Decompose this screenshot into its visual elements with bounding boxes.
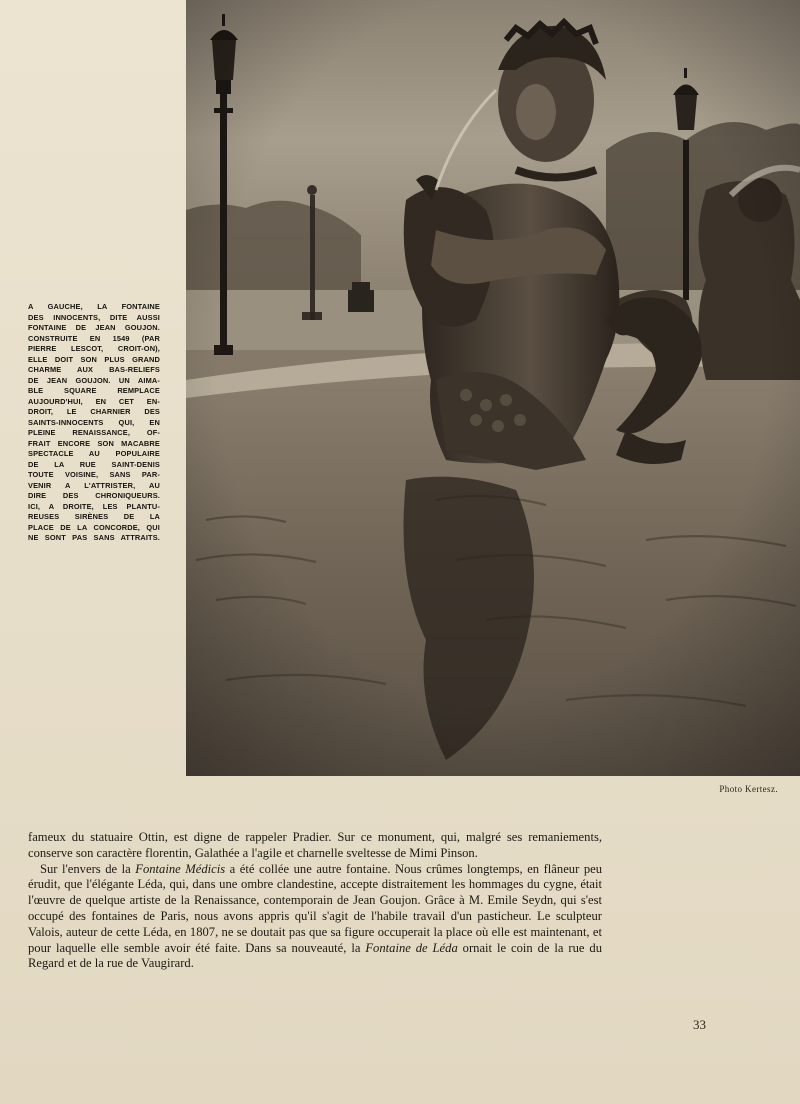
caption-line: REUSES SIRÈNES DE LA	[28, 512, 160, 521]
caption-line: PLACE DE LA CONCORDE, QUI	[28, 522, 160, 532]
fontaine-medicis-title: Fontaine Médicis	[135, 861, 226, 876]
caption-line: VENIR A L'ATTRISTER, AU	[28, 480, 160, 490]
caption-line: DROIT, LE CHARNIER DES	[28, 407, 160, 416]
paragraph-2-middle: a été collée une autre fontaine. Nous crûmes longtemps, en flâneur peu érudit, que l'élégante Léda, qui, dans une ombre clandestine, accepte distraitement les hommages du cygne, était l'œuvre de quelque artiste de la Renaissance, contemporain de Jean Goujon. Grâce à M. Emile Seydn, qui s'est occupé des fontaines de Paris, nous avons appris qu'il s'agit de l'habile travail d'un pasticheur. Le sculpteur Valois, auteur de cette Léda, en 1807, ne se doutait pas que sa figure occuperait la place où elle est maintenant, et pour laquelle elle semble avoir été faite. Dans sa nouveauté, la	[28, 861, 602, 955]
caption-line: CHARME AUX BAS-RELIEFS	[28, 365, 160, 374]
caption-line: PLEINE RENAISSANCE, OF-	[28, 428, 160, 437]
caption-line: FRAIT ENCORE SON MACABRE	[28, 438, 160, 448]
article-body	[28, 830, 602, 972]
page-number: 33	[693, 1017, 706, 1032]
caption-line: BLE SQUARE REMPLACE	[28, 386, 160, 395]
caption-line: DE JEAN GOUJON. UN AIMA-	[28, 375, 160, 385]
fountain-photograph-illustration	[186, 0, 800, 776]
caption-line: PIERRE LESCOT, CROIT-ON),	[28, 344, 160, 353]
caption-line: DES INNOCENTS, DITE AUSSI	[28, 312, 160, 322]
caption-line: DIRE DES CHRONIQUEURS.	[28, 491, 160, 500]
caption-line: ICI, A DROITE, LES PLANTU-	[28, 501, 160, 511]
caption-line: NE SONT PAS SANS ATTRAITS.	[28, 533, 160, 542]
caption-line: TOUTE VOISINE, SANS PAR-	[28, 470, 160, 479]
fountain-photograph	[186, 0, 800, 776]
paragraph-2-end: ornait le coin de la rue du Regard et de la rue de Vaugirard.	[28, 940, 602, 971]
caption-line: AUJOURD'HUI, EN CET EN-	[28, 396, 160, 406]
caption-line: ELLE DOIT SON PLUS GRAND	[28, 354, 160, 364]
caption-line: SPECTACLE AU POPULAIRE	[28, 449, 160, 458]
fontaine-de-leda-title: Fontaine de Léda	[365, 940, 458, 955]
caption-line: FONTAINE DE JEAN GOUJON.	[28, 323, 160, 332]
caption-line: A GAUCHE, LA FONTAINE	[28, 302, 160, 311]
paragraph-2-start: Sur l'envers de la	[40, 861, 136, 876]
photo-credit: Photo Kertesz.	[719, 784, 778, 794]
paragraph-1: fameux du statuaire Ottin, est digne de rappeler Pradier. Sur ce monument, qui, malgré ses remaniements, conserve son caractère florentin, Galathée a l'agile et charnelle sveltesse de Mimi Pinson.	[28, 830, 602, 860]
caption-line: SAINTS-INNOCENTS QUI, EN	[28, 417, 160, 427]
caption-line: DE LA RUE SAINT-DENIS	[28, 459, 160, 469]
paragraph-2	[28, 862, 602, 973]
caption-line: CONSTRUITE EN 1549 (PAR	[28, 333, 160, 343]
photo-caption	[28, 302, 160, 544]
